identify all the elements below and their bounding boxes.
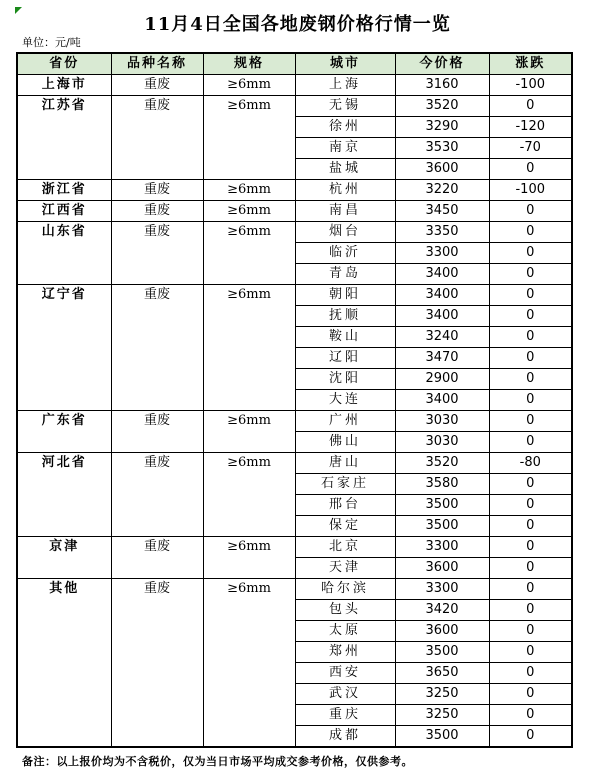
header-city: 城市	[295, 53, 395, 75]
price-cell: 3500	[395, 516, 489, 537]
change-cell: 0	[489, 327, 572, 348]
change-cell: 0	[489, 600, 572, 621]
table-row	[17, 285, 572, 306]
city-cell: 太原	[295, 621, 395, 642]
spec-cell: ≥6mm	[203, 537, 295, 579]
change-cell: 0	[489, 96, 572, 117]
price-cell: 3220	[395, 180, 489, 201]
city-cell: 杭州	[295, 180, 395, 201]
city-cell: 北京	[295, 537, 395, 558]
price-table	[16, 52, 573, 748]
table-row	[17, 96, 572, 117]
change-cell: 0	[489, 495, 572, 516]
price-cell: 3250	[395, 705, 489, 726]
spec-cell: ≥6mm	[203, 411, 295, 453]
variety-cell: 重废	[111, 201, 203, 222]
unit-label: 单位：元/吨	[22, 36, 81, 49]
change-cell: 0	[489, 663, 572, 684]
city-cell: 烟台	[295, 222, 395, 243]
city-cell: 上海	[295, 75, 395, 96]
variety-cell: 重废	[111, 579, 203, 748]
change-cell: 0	[489, 201, 572, 222]
city-cell: 石家庄	[295, 474, 395, 495]
header-change: 涨跌	[489, 53, 572, 75]
city-cell: 徐州	[295, 117, 395, 138]
variety-cell: 重废	[111, 180, 203, 201]
price-cell: 2900	[395, 369, 489, 390]
change-cell: 0	[489, 432, 572, 453]
spec-cell: ≥6mm	[203, 453, 295, 537]
province-cell: 浙江省	[17, 180, 111, 201]
city-cell: 邢台	[295, 495, 395, 516]
price-cell: 3600	[395, 621, 489, 642]
price-cell: 3400	[395, 285, 489, 306]
change-cell: 0	[489, 474, 572, 495]
price-cell: 3240	[395, 327, 489, 348]
province-cell: 河北省	[17, 453, 111, 537]
city-cell: 哈尔滨	[295, 579, 395, 600]
change-cell: 0	[489, 306, 572, 327]
header-province: 省份	[17, 53, 111, 75]
table-row	[17, 411, 572, 432]
price-cell: 3300	[395, 537, 489, 558]
spec-cell: ≥6mm	[203, 579, 295, 748]
city-cell: 天津	[295, 558, 395, 579]
table-row	[17, 75, 572, 96]
change-cell: 0	[489, 558, 572, 579]
price-cell: 3300	[395, 579, 489, 600]
price-cell: 3350	[395, 222, 489, 243]
change-cell: 0	[489, 537, 572, 558]
spec-cell: ≥6mm	[203, 75, 295, 96]
province-cell: 江西省	[17, 201, 111, 222]
city-cell: 沈阳	[295, 369, 395, 390]
spec-cell: ≥6mm	[203, 222, 295, 285]
change-cell: 0	[489, 243, 572, 264]
price-cell: 3520	[395, 453, 489, 474]
city-cell: 盐城	[295, 159, 395, 180]
change-cell: 0	[489, 348, 572, 369]
change-cell: 0	[489, 285, 572, 306]
header-spec: 规格	[203, 53, 295, 75]
change-cell: 0	[489, 390, 572, 411]
price-cell: 3290	[395, 117, 489, 138]
spec-cell: ≥6mm	[203, 285, 295, 411]
header-variety: 品种名称	[111, 53, 203, 75]
province-cell: 其他	[17, 579, 111, 748]
price-cell: 3600	[395, 558, 489, 579]
province-cell: 山东省	[17, 222, 111, 285]
table-header-row	[17, 53, 572, 75]
city-cell: 成都	[295, 726, 395, 748]
city-cell: 重庆	[295, 705, 395, 726]
price-cell: 3400	[395, 306, 489, 327]
spec-cell: ≥6mm	[203, 96, 295, 180]
variety-cell: 重废	[111, 537, 203, 579]
variety-cell: 重废	[111, 411, 203, 453]
change-cell: -80	[489, 453, 572, 474]
city-cell: 郑州	[295, 642, 395, 663]
price-cell: 3400	[395, 390, 489, 411]
table-body	[17, 75, 572, 748]
city-cell: 临沂	[295, 243, 395, 264]
variety-cell: 重废	[111, 75, 203, 96]
province-cell: 京津	[17, 537, 111, 579]
price-cell: 3600	[395, 159, 489, 180]
variety-cell: 重废	[111, 285, 203, 411]
price-cell: 3500	[395, 726, 489, 748]
price-cell: 3030	[395, 411, 489, 432]
price-cell: 3160	[395, 75, 489, 96]
variety-cell: 重废	[111, 222, 203, 285]
price-cell: 3500	[395, 642, 489, 663]
variety-cell: 重废	[111, 453, 203, 537]
city-cell: 南昌	[295, 201, 395, 222]
province-cell: 辽宁省	[17, 285, 111, 411]
price-cell: 3420	[395, 600, 489, 621]
change-cell: 0	[489, 369, 572, 390]
change-cell: -120	[489, 117, 572, 138]
footnote: 备注：以上报价均为不含税价，仅为当日市场平均成交参考价格，仅供参考。	[22, 755, 413, 768]
change-cell: 0	[489, 579, 572, 600]
table-row	[17, 180, 572, 201]
change-cell: -100	[489, 75, 572, 96]
price-cell: 3500	[395, 495, 489, 516]
change-cell: 0	[489, 159, 572, 180]
table-row	[17, 201, 572, 222]
price-cell: 3030	[395, 432, 489, 453]
city-cell: 包头	[295, 600, 395, 621]
price-cell: 3300	[395, 243, 489, 264]
change-cell: 0	[489, 411, 572, 432]
city-cell: 保定	[295, 516, 395, 537]
header-price: 今价格	[395, 53, 489, 75]
province-cell: 江苏省	[17, 96, 111, 180]
city-cell: 西安	[295, 663, 395, 684]
city-cell: 鞍山	[295, 327, 395, 348]
city-cell: 武汉	[295, 684, 395, 705]
price-cell: 3450	[395, 201, 489, 222]
price-cell: 3650	[395, 663, 489, 684]
price-cell: 3470	[395, 348, 489, 369]
change-cell: 0	[489, 705, 572, 726]
change-cell: -100	[489, 180, 572, 201]
city-cell: 无锡	[295, 96, 395, 117]
spec-cell: ≥6mm	[203, 180, 295, 201]
change-cell: 0	[489, 684, 572, 705]
table-row	[17, 537, 572, 558]
city-cell: 佛山	[295, 432, 395, 453]
city-cell: 广州	[295, 411, 395, 432]
price-cell: 3580	[395, 474, 489, 495]
price-cell: 3250	[395, 684, 489, 705]
city-cell: 青岛	[295, 264, 395, 285]
table-row	[17, 453, 572, 474]
change-cell: 0	[489, 516, 572, 537]
price-cell: 3520	[395, 96, 489, 117]
province-cell: 上海市	[17, 75, 111, 96]
change-cell: -70	[489, 138, 572, 159]
province-cell: 广东省	[17, 411, 111, 453]
variety-cell: 重废	[111, 96, 203, 180]
city-cell: 大连	[295, 390, 395, 411]
table-row	[17, 222, 572, 243]
spec-cell: ≥6mm	[203, 201, 295, 222]
table-row	[17, 579, 572, 600]
change-cell: 0	[489, 621, 572, 642]
page-title: 11月4日全国各地废钢价格行情一览	[144, 14, 451, 35]
change-cell: 0	[489, 222, 572, 243]
city-cell: 朝阳	[295, 285, 395, 306]
price-cell: 3400	[395, 264, 489, 285]
change-cell: 0	[489, 642, 572, 663]
change-cell: 0	[489, 726, 572, 748]
city-cell: 南京	[295, 138, 395, 159]
city-cell: 唐山	[295, 453, 395, 474]
change-cell: 0	[489, 264, 572, 285]
price-cell: 3530	[395, 138, 489, 159]
city-cell: 抚顺	[295, 306, 395, 327]
city-cell: 辽阳	[295, 348, 395, 369]
